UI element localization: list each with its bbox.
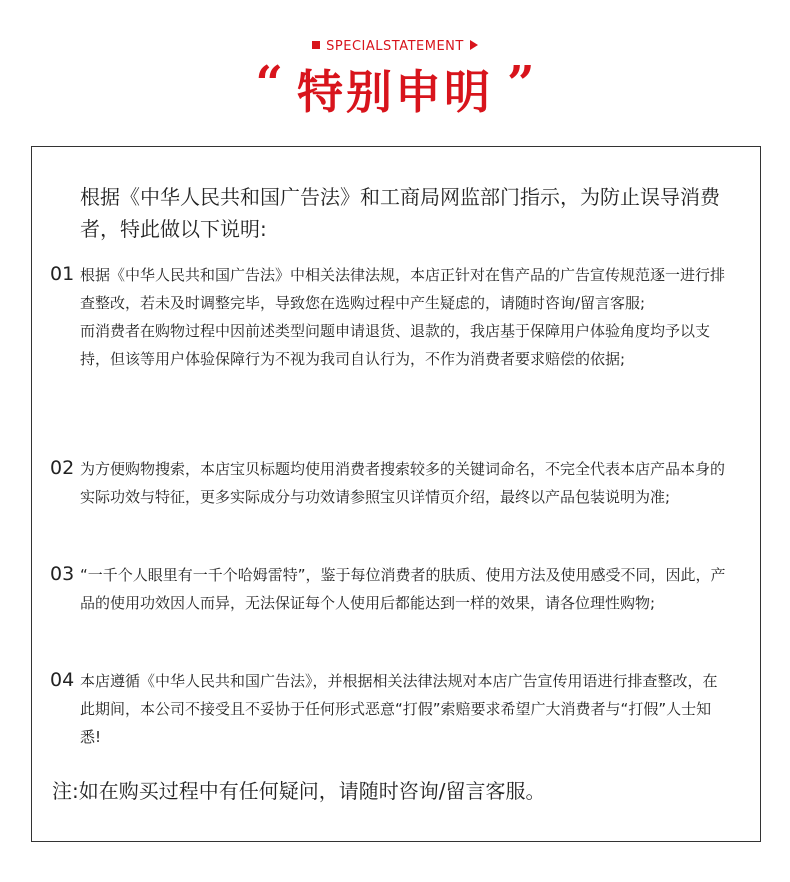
- item-body: [80, 261, 730, 373]
- item-paragraph: 根据《中华人民共和国广告法》中相关法律法规，本店正针对在售产品的广告宣传规范逐一进行排查整改，若未及时调整完毕，导致您在选购过程中产生疑虑的，请随时咨询/留言客服;: [80, 266, 726, 312]
- intro-text: 根据《中华人民共和国广告法》和工商局网监部门指示，为防止误导消费者，特此做以下说明:: [80, 185, 720, 241]
- statement-item-04: [50, 667, 730, 751]
- item-body: [80, 455, 730, 511]
- section-tag: [0, 38, 790, 56]
- item-number: 02: [50, 457, 75, 479]
- statement-item-01: [50, 261, 730, 373]
- item-body: [80, 561, 730, 617]
- title-text: 特别申明: [297, 65, 493, 119]
- item-paragraph: “一千个人眼里有一千个哈姆雷特”，鉴于每位消费者的肤质、使用方法及使用感受不同，因此，产品的使用功效因人而异，无法保证每个人使用后都能达到一样的效果，请各位理性购物;: [80, 566, 726, 612]
- statement-item-02: [50, 455, 730, 511]
- item-number: 01: [50, 263, 75, 285]
- item-body: [80, 667, 730, 751]
- statement-item-03: [50, 561, 730, 617]
- item-number: 03: [50, 563, 75, 585]
- open-quote: “: [255, 56, 283, 112]
- close-quote: ”: [507, 56, 535, 112]
- section-tag-text: SPECIALSTATEMENT: [326, 39, 464, 54]
- square-icon: [312, 41, 320, 49]
- page-title: [0, 56, 790, 124]
- item-paragraph: 为方便购物搜索，本店宝贝标题均使用消费者搜索较多的关键词命名，不完全代表本店产品本身的实际功效与特征，更多实际成分与功效请参照宝贝详情页介绍，最终以产品包装说明为准;: [80, 460, 726, 506]
- item-paragraph: 本店遵循《中华人民共和国广告法》，并根据相关法律法规对本店广告宣传用语进行排查整改，在此期间，本公司不接受且不妥协于任何形式恶意“打假”索赔要求希望广大消费者与“打假”人士知悉!: [80, 672, 718, 746]
- triangle-right-icon: [470, 40, 478, 50]
- footer-note: 注:如在购买过程中有任何疑问，请随时咨询/留言客服。: [52, 779, 546, 803]
- item-number: 04: [50, 669, 75, 691]
- item-paragraph: 而消费者在购物过程中因前述类型问题申请退货、退款的，我店基于保障用户体验角度均予以支持，但该等用户体验保障行为不视为我司自认行为，不作为消费者要求赔偿的依据;: [80, 322, 711, 368]
